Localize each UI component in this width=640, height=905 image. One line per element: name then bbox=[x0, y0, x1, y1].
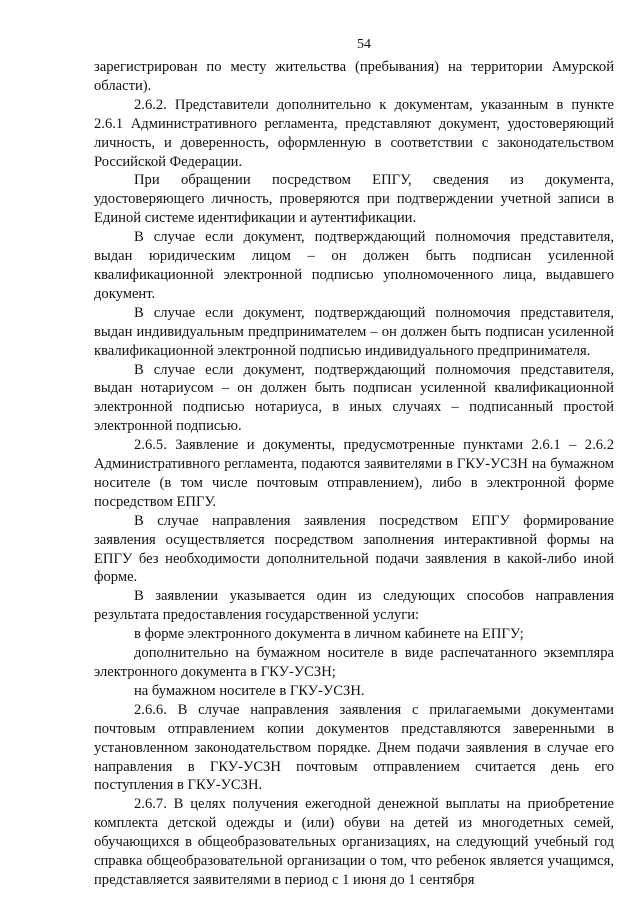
paragraph: дополнительно на бумажном носителе в виде распечатанного экземпляра электронного документа в ГКУ-УСЗН; bbox=[94, 645, 614, 680]
paragraph: зарегистрирован по месту жительства (пребывания) на территории Амурской области). bbox=[94, 59, 614, 94]
paragraph: 2.6.5. Заявление и документы, предусмотренные пунктами 2.6.1 – 2.6.2 Административного регламента, подаются заявителями в ГКУ-УСЗН на бумажном носителе (в том числе почтовым отправлением), либо в электронной форме посредством ЕПГУ. bbox=[94, 437, 614, 510]
paragraph: на бумажном носителе в ГКУ-УСЗН. bbox=[134, 682, 365, 699]
document-body bbox=[94, 58, 614, 890]
paragraph: 2.6.6. В случае направления заявления с прилагаемыми документами почтовым отправлением копии документов представляются заверенными в установленном законодательством порядке. Днем подачи заявления в случае его направления в ГКУ-УСЗН почтовым отправлением считается день его поступления в ГКУ-УСЗН. bbox=[94, 701, 614, 794]
paragraph: в форме электронного документа в личном кабинете на ЕПГУ; bbox=[134, 626, 524, 643]
paragraph: В заявлении указывается один из следующих способов направления результата предоставления государственной услуги: bbox=[94, 588, 614, 624]
paragraph: 2.6.2. Представители дополнительно к документам, указанным в пункте 2.6.1 Административного регламента, представляют документ, удостоверяющий личность, и доверенность, оформленную в соответствии с законодательством Российской Федерации. bbox=[94, 96, 614, 170]
paragraph: При обращении посредством ЕПГУ, сведения из документа, удостоверяющего личность, проверяются при подтверждении учетной записи в Единой системе идентификации и аутентификации. bbox=[94, 172, 614, 227]
paragraph: В случае если документ, подтверждающий полномочия представителя, выдан индивидуальным предпринимателем – он должен быть подписан усиленной квалификационной электронной подписью индивидуального предпринимателя. bbox=[94, 304, 614, 359]
paragraph: В случае если документ, подтверждающий полномочия представителя, выдан юридическим лицом – он должен быть подписан усиленной квалификационной электронной подписью уполномоченного лица, выдавшего документ. bbox=[94, 229, 614, 302]
paragraph: В случае если документ, подтверждающий полномочия представителя, выдан нотариусом – он должен быть подписан усиленной квалификационной электронной подписью нотариуса, в иных случаях – подписанный простой электронной подписью. bbox=[94, 361, 614, 435]
paragraph: В случае направления заявления посредством ЕПГУ формирование заявления осуществляется посредством заполнения интерактивной формы на ЕПГУ без необходимости дополнительной подачи заявления в какой-либо иной форме. bbox=[94, 512, 614, 586]
paragraph: 2.6.7. В целях получения ежегодной денежной выплаты на приобретение комплекта детской одежды и (или) обуви на детей из многодетных семей, обучающихся в общеобразовательных организациях, на следующий учебный год справка общеобразовательной организации о том, что ребенок является учащимся, представляется заявителями в период с 1 июня до 1 сентября bbox=[94, 796, 614, 888]
page-number: 54 bbox=[357, 37, 371, 52]
